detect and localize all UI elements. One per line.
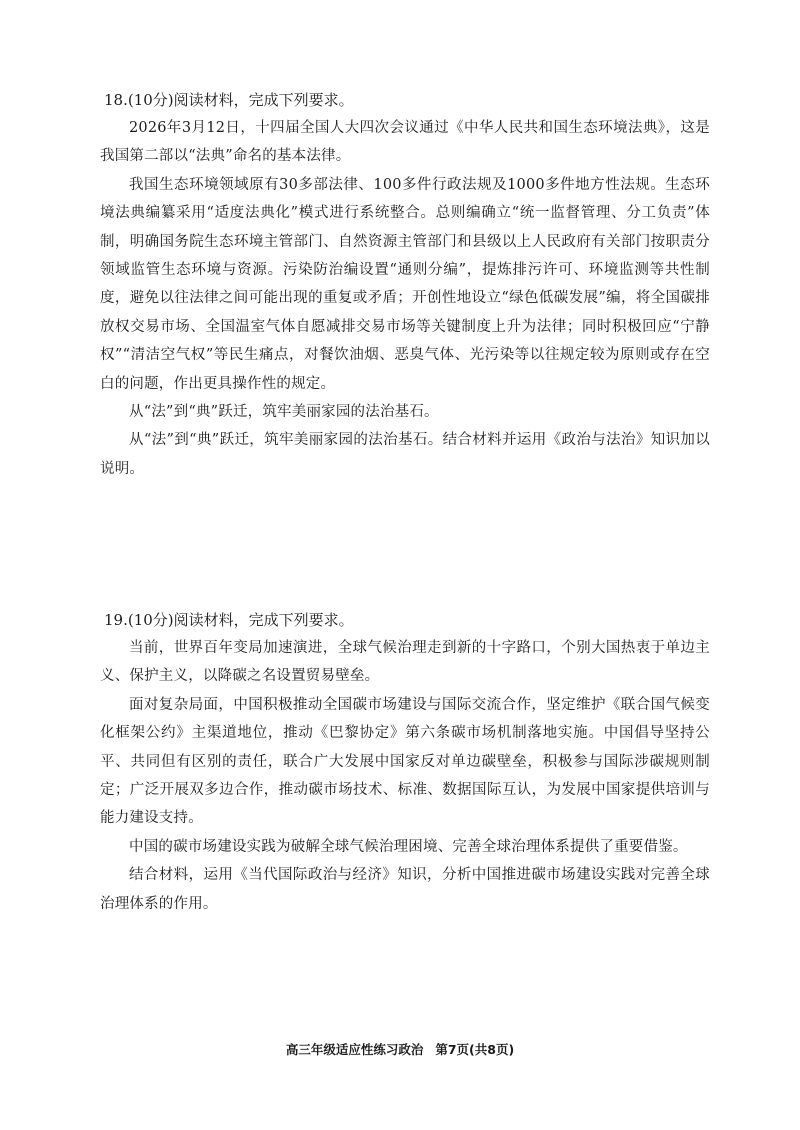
question-19 [100, 606, 710, 918]
footer-exam-title: 高三年级适应性练习政治 [285, 1042, 424, 1057]
question-18-task: 从“法”到“典”跃迁，筑牢美丽家园的法治基石。结合材料并运用《政治与法治》知识加以说明。 [100, 432, 710, 477]
question-18-paragraph-1: 2026年3月12日，十四届全国人大四次会议通过《中华人民共和国生态环境法典》，这是我国第二部以“法典”命名的基本法律。 [100, 120, 710, 165]
question-19-paragraph-1: 当前，世界百年变局加速演进，全球气候治理走到新的十字路口，个别大国热衷于单边主义、保护主义，以降碳之名设置贸易壁垒。 [100, 640, 710, 685]
question-18 [100, 86, 710, 483]
question-18-heading: 18.(10分)阅读材料，完成下列要求。 [104, 91, 354, 109]
question-18-paragraph-2: 我国生态环境领域原有30多部法律、100多件行政法规及1000多件地方性法规。生态环境法典编纂采用“适度法典化”模式进行系统整合。总则编确立“统一监督管理、分工负责”体制，明确国务院生态环境主管部门、自然资源主管部门和县级以上人民政府有关部门按职责分领域监管生态环境与资源。污染防治编设置“通则分编”，提炼排污许可、环境监测等共性制度，避免以往法律之间可能出现的重复或矛盾；开创性地设立“绿色低碳发展”编，将全国碳排放权交易市场、全国温室气体自愿减排交易市场等关键制度上升为法律；同时积极回应“宁静权”“清洁空气权”等民生痛点，对餐饮油烟、恶臭气体、光污染等以往规定较为原则或存在空白的问题，作出更具操作性的规定。 [100, 176, 710, 392]
question-19-paragraph-2: 面对复杂局面，中国积极推动全国碳市场建设与国际交流合作，坚定维护《联合国气候变化框架公约》主渠道地位，推动《巴黎协定》第六条碳市场机制落地实施。中国倡导坚持公平、共同但有区别的责任，联合广大发展中国家反对单边碳壁垒，积极参与国际涉碳规则制定；广泛开展双多边合作，推动碳市场技术、标准、数据国际互认，为发展中国家提供培训与能力建设支持。 [100, 696, 710, 827]
question-19-heading: 19.(10分)阅读材料，完成下列要求。 [104, 611, 354, 629]
question-18-paragraph-3: 从“法”到“典”跃迁，筑牢美丽家园的法治基石。 [129, 404, 439, 421]
question-19-paragraph-3: 中国的碳市场建设实践为破解全球气候治理困境、完善全球治理体系提供了重要借鉴。 [129, 838, 688, 855]
question-19-task: 结合材料，运用《当代国际政治与经济》知识，分析中国推进碳市场建设实践对完善全球治理体系的作用。 [100, 867, 710, 912]
page-footer [0, 1040, 800, 1058]
footer-page-number: 第7页(共8页) [435, 1042, 515, 1057]
